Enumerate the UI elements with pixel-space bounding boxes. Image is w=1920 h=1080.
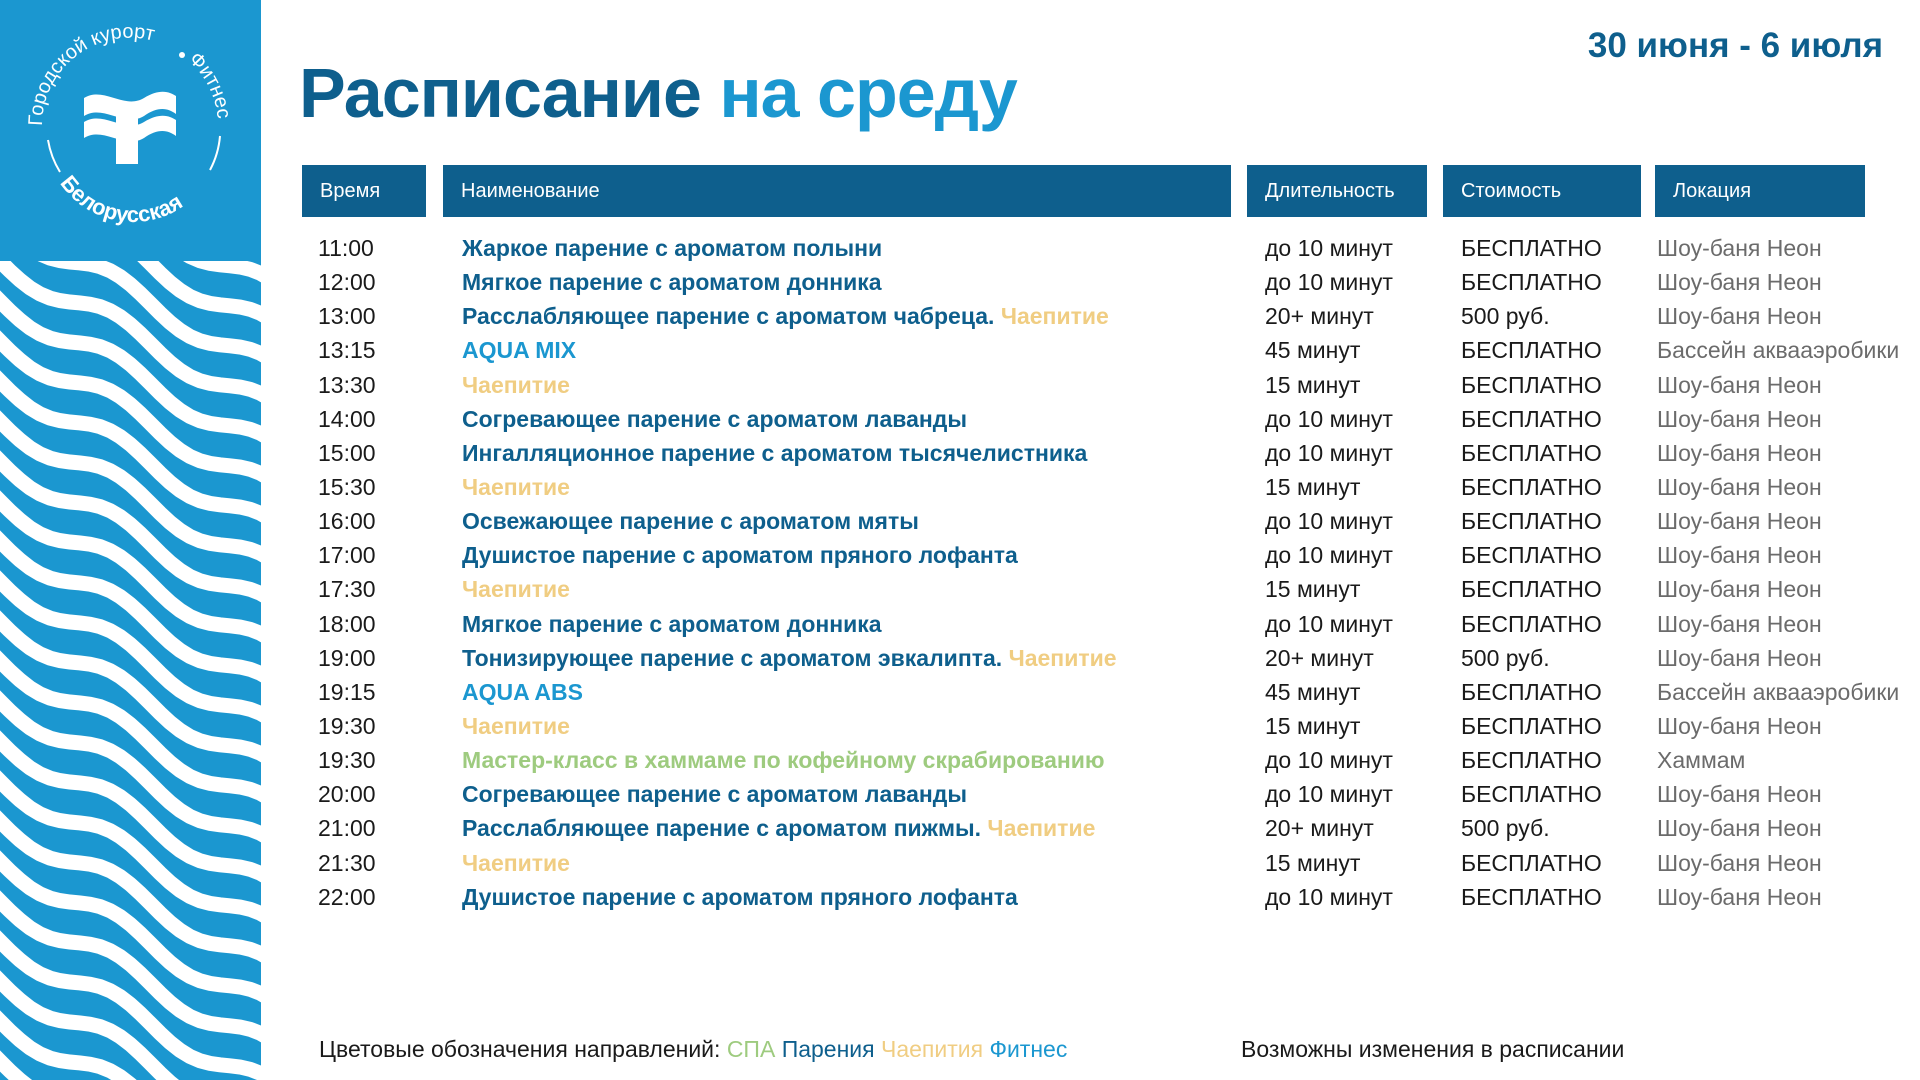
row-name bbox=[462, 846, 570, 880]
table-row bbox=[0, 607, 1920, 641]
legend-label: Цветовые обозначения направлений: bbox=[319, 1036, 721, 1062]
row-price: 500 руб. bbox=[1461, 815, 1550, 842]
row-duration: до 10 минут bbox=[1265, 439, 1393, 466]
row-duration: до 10 минут bbox=[1265, 405, 1393, 432]
row-duration: до 10 минут bbox=[1265, 883, 1393, 910]
table-row bbox=[0, 811, 1920, 845]
schedule-table bbox=[0, 231, 1920, 914]
logo-wave-icon bbox=[84, 92, 176, 164]
row-price: БЕСПЛАТНО bbox=[1461, 712, 1602, 739]
row-time: 13:00 bbox=[318, 303, 376, 330]
row-time: 18:00 bbox=[318, 610, 376, 637]
row-time: 14:00 bbox=[318, 405, 376, 432]
column-header-price: Стоимость bbox=[1443, 165, 1641, 217]
row-time: 11:00 bbox=[318, 235, 374, 261]
row-name-text: Ингалляционное парение с ароматом тысячелистника bbox=[462, 439, 1088, 466]
row-price: БЕСПЛАТНО bbox=[1461, 508, 1602, 535]
row-name-text: Чаепитие bbox=[462, 473, 570, 500]
logo-emblem bbox=[0, 0, 261, 261]
table-row bbox=[0, 504, 1920, 538]
row-name bbox=[462, 743, 1105, 777]
row-time: 17:00 bbox=[318, 542, 376, 569]
row-time: 17:30 bbox=[318, 576, 376, 603]
row-name-suffix: Чаепитие bbox=[1008, 644, 1117, 671]
row-name bbox=[462, 436, 1087, 470]
row-location: Бассейн аквааэробики bbox=[1657, 678, 1900, 705]
row-duration: до 10 минут bbox=[1265, 747, 1393, 774]
row-duration: до 10 минут bbox=[1265, 269, 1393, 296]
row-price: БЕСПЛАТНО bbox=[1461, 576, 1602, 603]
row-name bbox=[462, 880, 1018, 914]
row-name bbox=[462, 538, 1018, 572]
row-location: Шоу-баня Неон bbox=[1657, 235, 1822, 261]
row-name-text: Мягкое парение с ароматом донника bbox=[462, 610, 882, 637]
table-row bbox=[0, 743, 1920, 777]
row-name bbox=[462, 265, 882, 299]
row-name bbox=[462, 572, 570, 606]
table-row bbox=[0, 368, 1920, 402]
row-time: 16:00 bbox=[318, 508, 376, 535]
row-duration: до 10 минут bbox=[1265, 610, 1393, 637]
row-name bbox=[462, 504, 919, 538]
column-header-location: Локация bbox=[1655, 165, 1865, 217]
row-name bbox=[462, 777, 967, 811]
row-time: 20:00 bbox=[318, 781, 376, 808]
row-duration: до 10 минут bbox=[1265, 235, 1393, 261]
legend-item-steam: Парения bbox=[781, 1036, 875, 1062]
row-location: Шоу-баня Неон bbox=[1657, 439, 1822, 466]
row-price: БЕСПЛАТНО bbox=[1461, 371, 1602, 398]
row-name-text: Жаркое парение с ароматом полыни bbox=[462, 235, 883, 261]
table-row bbox=[0, 538, 1920, 572]
row-name-text: Согревающее парение с ароматом лаванды bbox=[462, 405, 968, 432]
table-row bbox=[0, 231, 1920, 265]
page-title bbox=[299, 48, 1017, 138]
row-price: БЕСПЛАТНО bbox=[1461, 849, 1602, 876]
row-price: БЕСПЛАТНО bbox=[1461, 405, 1602, 432]
row-duration: 20+ минут bbox=[1265, 644, 1374, 671]
logo-arc-top: Городской курорт bbox=[24, 20, 157, 127]
row-time: 19:30 bbox=[318, 712, 376, 739]
row-location: Шоу-баня Неон bbox=[1657, 781, 1822, 808]
row-time: 19:30 bbox=[318, 747, 376, 774]
row-name bbox=[462, 470, 570, 504]
logo bbox=[0, 0, 261, 261]
row-duration: 15 минут bbox=[1265, 576, 1361, 603]
row-name-text: Расслабляющее парение с ароматом чабреца. bbox=[462, 303, 995, 330]
row-name bbox=[462, 709, 570, 743]
logo-arc-right: Фитнес bbox=[184, 47, 235, 120]
row-location: Шоу-баня Неон bbox=[1657, 815, 1822, 842]
row-duration: 20+ минут bbox=[1265, 303, 1374, 330]
row-name bbox=[462, 299, 1109, 333]
row-time: 21:00 bbox=[318, 815, 376, 842]
row-duration: 45 минут bbox=[1265, 337, 1361, 364]
row-time: 15:30 bbox=[318, 473, 376, 500]
row-duration: 15 минут bbox=[1265, 712, 1361, 739]
row-duration: 45 минут bbox=[1265, 678, 1361, 705]
row-time: 19:00 bbox=[318, 644, 376, 671]
row-name-text: Освежающее парение с ароматом мяты bbox=[462, 508, 919, 535]
table-row bbox=[0, 299, 1920, 333]
table-row bbox=[0, 436, 1920, 470]
row-location: Шоу-баня Неон bbox=[1657, 405, 1822, 432]
row-name-text: AQUA ABS bbox=[462, 678, 583, 705]
legend-item-fitness: Фитнес bbox=[989, 1036, 1068, 1062]
row-duration: до 10 минут bbox=[1265, 542, 1393, 569]
legend-item-spa: СПА bbox=[726, 1036, 776, 1062]
row-name bbox=[462, 368, 570, 402]
column-header-time: Время bbox=[302, 165, 426, 217]
row-location: Шоу-баня Неон bbox=[1657, 610, 1822, 637]
table-row bbox=[0, 846, 1920, 880]
row-location: Шоу-баня Неон bbox=[1657, 883, 1822, 910]
row-name bbox=[462, 675, 583, 709]
row-price: БЕСПЛАТНО bbox=[1461, 678, 1602, 705]
row-time: 21:30 bbox=[318, 849, 376, 876]
row-name bbox=[462, 333, 576, 367]
row-name bbox=[462, 231, 882, 265]
row-price: БЕСПЛАТНО bbox=[1461, 883, 1602, 910]
table-row bbox=[0, 265, 1920, 299]
row-name-text: Мягкое парение с ароматом донника bbox=[462, 269, 882, 296]
row-location: Шоу-баня Неон bbox=[1657, 303, 1822, 330]
row-location: Шоу-баня Неон bbox=[1657, 576, 1822, 603]
table-row bbox=[0, 333, 1920, 367]
page-title-day: на среду bbox=[719, 54, 1017, 132]
legend-item-tea: Чаепития bbox=[881, 1036, 984, 1062]
row-time: 13:30 bbox=[318, 371, 376, 398]
table-row bbox=[0, 470, 1920, 504]
table-row bbox=[0, 675, 1920, 709]
row-price: БЕСПЛАТНО bbox=[1461, 781, 1602, 808]
row-duration: до 10 минут bbox=[1265, 781, 1393, 808]
row-duration: до 10 минут bbox=[1265, 508, 1393, 535]
row-name-text: Чаепитие bbox=[462, 371, 570, 398]
table-row bbox=[0, 402, 1920, 436]
row-location: Шоу-баня Неон bbox=[1657, 473, 1822, 500]
row-price: БЕСПЛАТНО bbox=[1461, 610, 1602, 637]
table-row bbox=[0, 572, 1920, 606]
page-title-main: Расписание bbox=[299, 54, 701, 132]
schedule-change-notice: Возможны изменения в расписании bbox=[1241, 1036, 1625, 1062]
row-name-text: Чаепитие bbox=[462, 576, 570, 603]
row-location: Хаммам bbox=[1657, 747, 1746, 774]
row-price: 500 руб. bbox=[1461, 303, 1550, 330]
row-location: Шоу-баня Неон bbox=[1657, 849, 1822, 876]
row-duration: 15 минут bbox=[1265, 371, 1361, 398]
row-name bbox=[462, 607, 882, 641]
row-location: Шоу-баня Неон bbox=[1657, 508, 1822, 535]
row-location: Шоу-баня Неон bbox=[1657, 371, 1822, 398]
row-price: БЕСПЛАТНО bbox=[1461, 235, 1602, 261]
table-row bbox=[0, 709, 1920, 743]
row-name-text: Чаепитие bbox=[462, 712, 570, 739]
row-time: 15:00 bbox=[318, 439, 376, 466]
date-range: 30 июня - 6 июля bbox=[1587, 26, 1883, 65]
row-name-text: Мастер-класс в хаммаме по кофейному скрабированию bbox=[462, 747, 1105, 774]
row-time: 13:15 bbox=[318, 337, 376, 364]
row-location: Шоу-баня Неон bbox=[1657, 542, 1822, 569]
row-price: БЕСПЛАТНО bbox=[1461, 269, 1602, 296]
column-header-name: Наименование bbox=[443, 165, 1231, 217]
row-location: Шоу-баня Неон bbox=[1657, 269, 1822, 296]
row-name bbox=[462, 641, 1117, 675]
row-name-suffix: Чаепитие bbox=[987, 815, 1096, 842]
row-name-text: AQUA MIX bbox=[462, 337, 577, 364]
row-price: БЕСПЛАТНО bbox=[1461, 542, 1602, 569]
row-time: 22:00 bbox=[318, 883, 376, 910]
table-row bbox=[0, 880, 1920, 914]
row-duration: 20+ минут bbox=[1265, 815, 1374, 842]
row-location: Шоу-баня Неон bbox=[1657, 644, 1822, 671]
row-price: БЕСПЛАТНО bbox=[1461, 473, 1602, 500]
row-time: 12:00 bbox=[318, 269, 376, 296]
row-name-suffix: Чаепитие bbox=[1000, 303, 1109, 330]
row-name-text: Чаепитие bbox=[462, 849, 570, 876]
row-name bbox=[462, 402, 967, 436]
row-name bbox=[462, 811, 1095, 845]
table-row bbox=[0, 641, 1920, 675]
column-header-duration: Длительность bbox=[1247, 165, 1427, 217]
color-legend bbox=[319, 1036, 1067, 1063]
row-name-text: Душистое парение с ароматом пряного лофанта bbox=[462, 883, 1018, 910]
row-duration: 15 минут bbox=[1265, 849, 1361, 876]
row-name-text: Согревающее парение с ароматом лаванды bbox=[462, 781, 968, 808]
row-name-text: Расслабляющее парение с ароматом пижмы. bbox=[462, 815, 982, 842]
row-price: 500 руб. bbox=[1461, 644, 1550, 671]
row-price: БЕСПЛАТНО bbox=[1461, 439, 1602, 466]
row-name-text: Тонизирующее парение с ароматом эвкалипта. bbox=[462, 644, 1003, 671]
row-location: Бассейн аквааэробики bbox=[1657, 337, 1900, 364]
row-price: БЕСПЛАТНО bbox=[1461, 337, 1602, 364]
row-name-text: Душистое парение с ароматом пряного лофанта bbox=[462, 542, 1018, 569]
row-duration: 15 минут bbox=[1265, 473, 1361, 500]
row-location: Шоу-баня Неон bbox=[1657, 712, 1822, 739]
row-price: БЕСПЛАТНО bbox=[1461, 747, 1602, 774]
logo-arc-bottom: Белорусская bbox=[55, 170, 187, 227]
table-row bbox=[0, 777, 1920, 811]
row-time: 19:15 bbox=[318, 678, 376, 705]
